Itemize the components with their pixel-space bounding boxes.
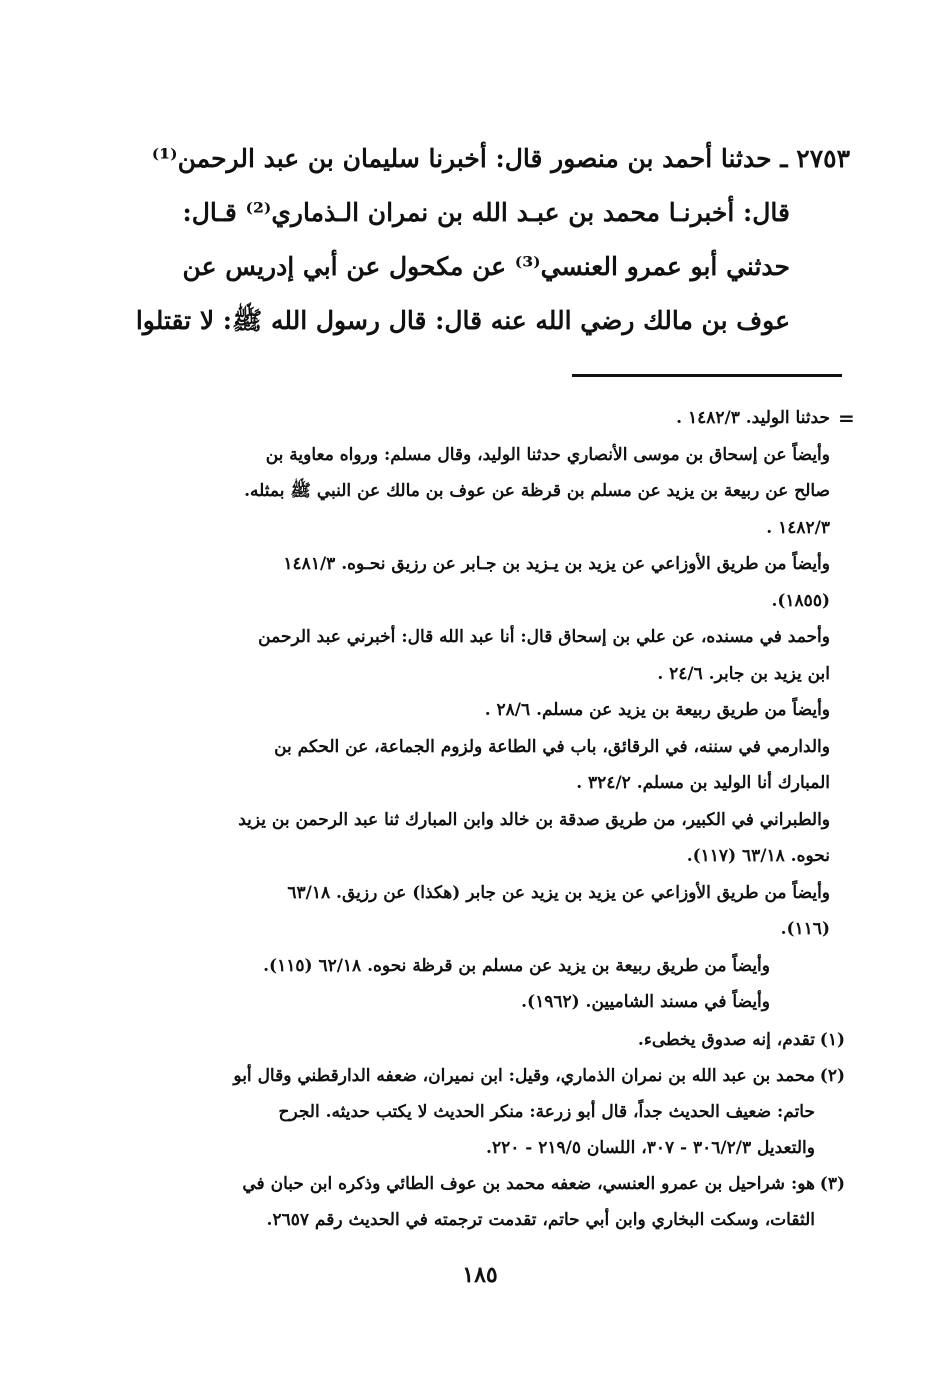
footnote-2 (140, 1058, 845, 1166)
footnote-line: هو: شراحيل بن عمرو العنسي، ضعفه محمد بن عوف الطائي وذكره ابن حبان في (242, 1174, 815, 1194)
page-number: ١٨٥ (462, 1262, 498, 1288)
note-line: ابن يزيد بن جابر. ٢٤/٦ . (657, 663, 830, 684)
footnote-number: (١) (819, 1030, 845, 1050)
main-text-line: عوف بن مالك رضي الله عنه قال: قال رسول الله ﷺ: لا تقتلوا (135, 306, 790, 335)
note-line: وأيضاً من طريق الأوزاعي عن يزيد بن يـزيد بن جـابر عن رزيق نحـوه. ١٤٨١/٣ (283, 554, 830, 574)
note-line: وأيضاً من طريق ربيعة بن يزيد عن مسلم بن قرظة نحوه. ٦٢/١٨ (١١٥). (263, 955, 770, 976)
note-line: صالح عن ربيعة بن يزيد عن مسلم بن قرظة عن عوف بن مالك عن النبي ﷺ بمثله. (244, 481, 830, 501)
note-line: المبارك أنا الوليد بن مسلم. ٣٢٤/٢ . (576, 773, 830, 793)
main-text-line: ٢٧٥٣ ـ حدثنا أحمد بن منصور قال: أخبرنا سليمان بن عبد الرحمن⁽¹⁾ (151, 144, 850, 173)
footnote-line: الثقات، وسكت البخاري وابن أبي حاتم، تقدمت ترجمته في الحديث رقم ٢٦٥٧. (266, 1210, 815, 1230)
note-line: وأيضاً عن إسحاق بن موسى الأنصاري حدثنا الوليد، وقال مسلم: ورواه معاوية بن (265, 444, 830, 465)
footnote-line: والتعديل ٣٠٦/٢/٣ - ٣٠٧، اللسان ٢١٩/٥ - ٢٢٠. (486, 1138, 815, 1158)
footnote-line: محمد بن عبد الله بن نمران الذماري، وقيل: ابن نميران، ضعفه الدارقطني وقال أبو (233, 1066, 815, 1086)
note-line: وأيضاً في مسند الشاميين. (١٩٦٢). (521, 992, 770, 1012)
takhrij-notes (140, 400, 830, 1021)
footnote-3 (140, 1166, 845, 1238)
footnote-number: (٣) (819, 1174, 845, 1194)
footnote-line: حاتم: ضعيف الحديث جداً، قال أبو زرعة: منكر الحديث لا يكتب حديثه. الجرح (278, 1102, 815, 1122)
continuation-mark: = (838, 406, 855, 430)
note-line: والدارمي في سننه، في الرقائق، باب في الطاعة ولزوم الجماعة، عن الحكم بن (274, 736, 830, 757)
footnotes (140, 1022, 845, 1238)
hadith-main-text (130, 132, 850, 348)
note-line: وأيضاً من طريق الأوزاعي عن يزيد بن يزيد عن جابر (هكذا) عن رزيق. ٦٣/١٨ (287, 882, 830, 903)
note-line: والطبراني في الكبير، من طريق صدقة بن خالد وابن المبارك ثنا عبد الرحمن بن يزيد (238, 809, 830, 830)
footnote-1 (140, 1022, 845, 1058)
note-line: ١٤٨٢/٣ . (766, 517, 830, 538)
note-line: (١٨٥٥). (771, 590, 830, 611)
note-line: وأيضاً من طريق ربيعة بن يزيد عن مسلم. ٢٨/٦ . (484, 700, 830, 720)
footnote-separator (572, 374, 842, 377)
main-text-line: قال: أخبرنـا محمد بن عبـد الله بن نمران الـذماري⁽²⁾ قـال: (182, 198, 790, 227)
footnote-line: تقدم، إنه صدوق يخطىء. (637, 1030, 815, 1050)
footnote-number: (٢) (819, 1066, 845, 1086)
note-line: (١١٦). (780, 919, 830, 939)
note-line: نحوه. ٦٣/١٨ (١١٧). (686, 846, 830, 866)
main-text-line: حدثني أبو عمرو العنسي⁽³⁾ عن مكحول عن أبي إدريس عن (182, 252, 790, 281)
note-line: وأحمد في مسنده، عن علي بن إسحاق قال: أنا عبد الله قال: أخبرني عبد الرحمن (258, 627, 830, 647)
note-line: حدثنا الوليد. ١٤٨٢/٣ . (676, 408, 830, 428)
